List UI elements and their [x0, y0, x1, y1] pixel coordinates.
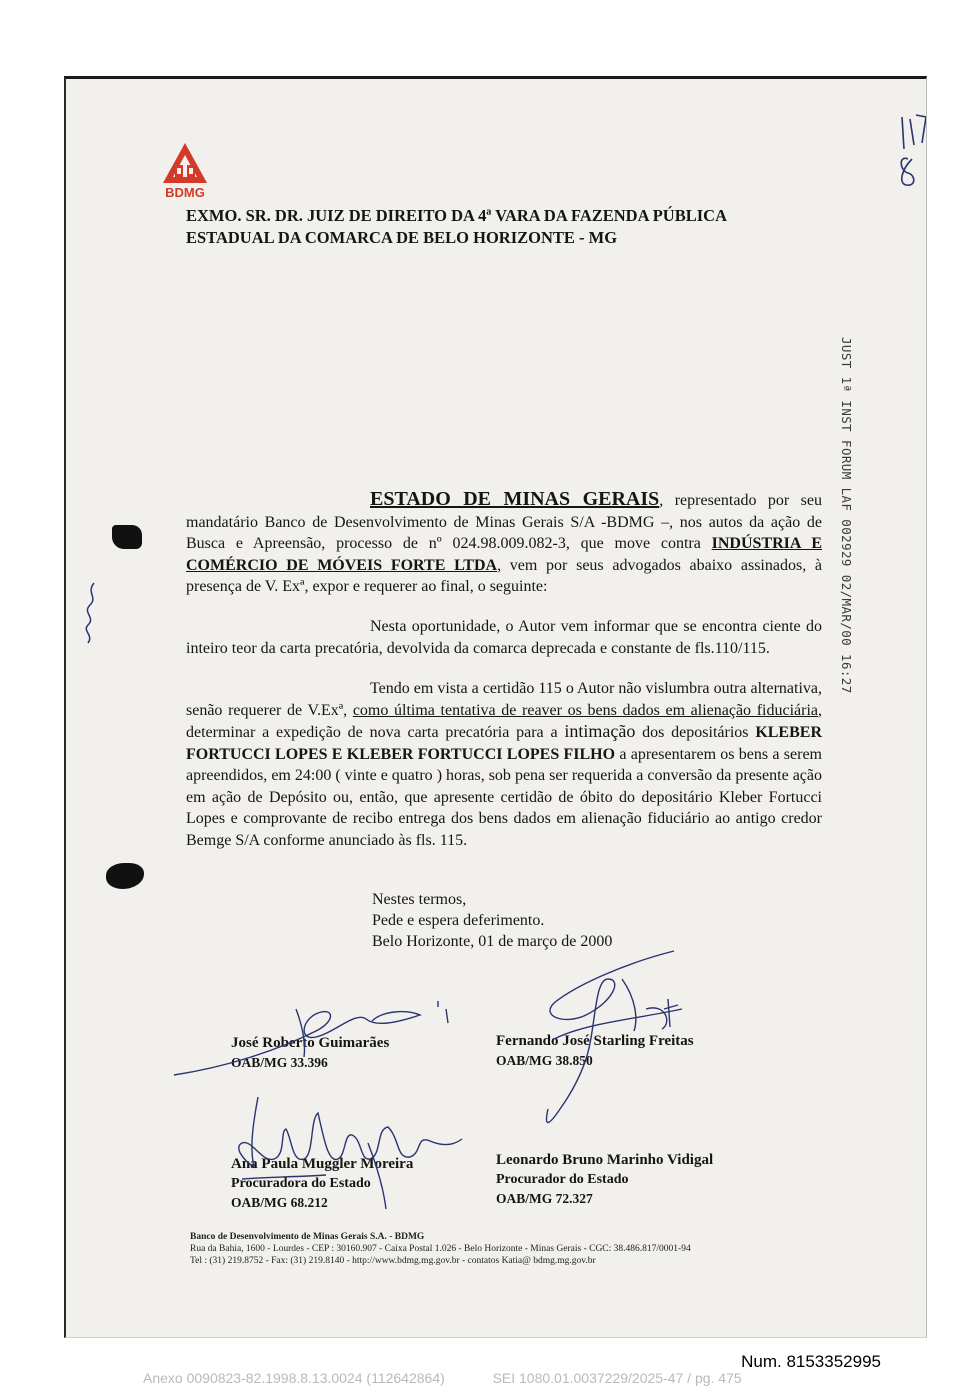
paragraph-intro-text-a: , representado por seu mandatário Banco de Desenvolvimento de Minas Gerais S/A -BDMG –, nos autos da ação de Busca e Apreensão, processo de nº 024.98.009.082-3, que move contra: [186, 492, 823, 552]
punch-hole-mark-top: [112, 525, 142, 549]
footer-line-3: Tel : (31) 219.8752 - Fax: (31) 219.8140 - http://www.bdmg.mg.gov.br - contatos Katia@ bdmg.mg.gov.br: [190, 1256, 596, 1266]
signatory-2-oab: OAB/MG 38.850: [496, 1053, 593, 1068]
signatory-3-oab: OAB/MG 68.212: [231, 1195, 328, 1210]
margin-initials: [76, 579, 106, 649]
paragraph-request-text-c: dos depositários: [635, 724, 756, 741]
paragraph-intro-text-b: , vem por seus advogados abaixo assinados, à presença de V. Exª, expor e requerer ao final, o seguinte:: [186, 556, 823, 595]
footer-line-2: Rua da Bahia, 1600 - Lourdes - CEP : 30160.907 - Caixa Postal 1.026 - Belo Horizonte - Minas Gerais - CGC: 38.486.817/0001-94: [190, 1244, 691, 1254]
letterhead-footer: [190, 1231, 691, 1267]
paragraph-information-text: Nesta oportunidade, o Autor vem informar que se encontra ciente do inteiro teor da carta precatória, devolvida da comarca deprecada e constante de fls.110/115.: [186, 618, 822, 657]
depositaries-names: KLEBER FORTUCCI LOPES E KLEBER FORTUCCI LOPES FILHO: [186, 724, 822, 763]
paragraph-request-text-b: , determinar a expedição de nova carta precatória para a: [186, 701, 822, 741]
header-line-1: EXMO. SR. DR. JUIZ DE DIREITO DA 4ª VARA DA FAZENDA PÚBLICA: [186, 206, 727, 225]
protocol-stamp: [824, 337, 860, 694]
signatory-1: [231, 1034, 389, 1072]
paragraph-request-text-d: a apresentarem os bens a serem apreendidos, em 24:00 ( vinte e quatro ) horas, sob pena ser requerida a conversão da presente ação em ação de Depósito ou, então, que apresente certidão de óbito do depositário Kleber Fortucci Lopes e comprovante de recibo entrega dos bens dados em alienação fiduciário ao antigo credor Bemge S/A conforme anunciado às fls. 115.: [186, 745, 823, 849]
paragraph-intro: [186, 489, 822, 598]
punch-hole-mark-bottom: [106, 863, 144, 889]
signatory-4-role: Procurador do Estado: [496, 1172, 629, 1187]
signatory-3-role: Procuradora do Estado: [231, 1176, 371, 1191]
footer-line-1: Banco de Desenvolvimento de Minas Gerais S.A. - BDMG: [190, 1232, 425, 1242]
closing-line-2: Pede e espera deferimento.: [372, 912, 545, 929]
document-number: Num. 8153352995: [741, 1352, 881, 1371]
signatory-3-name: Ana Paula Muggler Moreira: [231, 1156, 414, 1172]
signatory-3: [231, 1155, 413, 1212]
signatory-4-oab: OAB/MG 72.327: [496, 1191, 593, 1206]
sei-reference: SEI 1080.01.0037229/2025-47 / pg. 475: [492, 1370, 742, 1386]
signatory-1-name: José Roberto Guimarães: [231, 1035, 390, 1051]
handwritten-page-number: [894, 109, 927, 189]
signatory-4: [496, 1151, 713, 1208]
bdmg-logo-text: BDMG: [165, 185, 205, 200]
bdmg-logo-mark: [159, 141, 211, 187]
signatory-1-oab: OAB/MG 33.396: [231, 1055, 328, 1070]
annex-text: Anexo 0090823-82.1998.8.13.0024 (112642864): [143, 1370, 445, 1386]
paragraph-request-text-a: Tendo em vista a certidão 115 o Autor não vislumbra outra alternativa, senão requerer de V.Exª,: [186, 680, 822, 719]
paragraph-information: [186, 616, 822, 659]
closing-date: Belo Horizonte, 01 de março de 2000: [372, 933, 613, 950]
protocol-stamp-text: JUST 1ª INST FORUM LAF 002929 02/MAR/00 16:27: [839, 337, 854, 694]
signatory-4-name: Leonardo Bruno Marinho Vidigal: [496, 1152, 714, 1168]
paragraph-request-underlined: como última tentativa de reaver os bens dados em alienação fiduciária: [352, 701, 818, 719]
addressee-header: [186, 205, 826, 249]
closing-block: [372, 889, 612, 952]
scanned-page: [64, 76, 927, 1338]
annex-reference: [143, 1370, 742, 1386]
party-name: ESTADO DE MINAS GERAIS: [370, 488, 660, 510]
paragraph-request-keyword: intimação: [564, 721, 636, 741]
signatory-2-name: Fernando José Starling Freitas: [496, 1033, 694, 1049]
signatory-2: [496, 1032, 694, 1070]
paragraph-request: [186, 678, 822, 851]
header-line-2: ESTADUAL DA COMARCA DE BELO HORIZONTE - MG: [186, 228, 618, 247]
defendant-name: INDÚSTRIA E COMÉRCIO DE MÓVEIS FORTE LTDA: [186, 535, 822, 574]
bdmg-logo: [159, 141, 211, 203]
closing-line-1: Nestes termos,: [372, 891, 467, 908]
